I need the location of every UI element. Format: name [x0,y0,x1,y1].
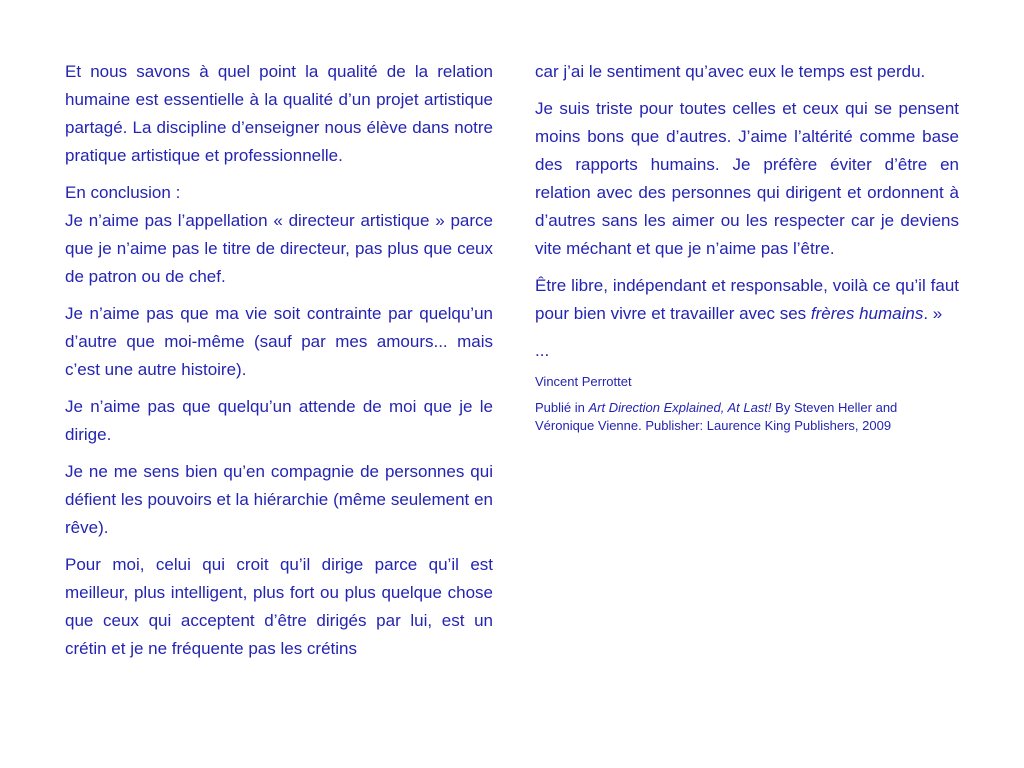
paragraph-compagnie: Je ne me sens bien qu’en compagnie de personnes qui défient les pouvoirs et la hiérarchie (même seulement en rêve). [65,462,493,537]
closing-quote: . » [923,304,943,323]
paragraph-attende-de-moi: Je n’aime pas que quelqu’un attende de moi que je le dirige. [65,397,493,444]
freres-humains-italic: frères humains [810,304,924,323]
right-column [535,58,959,435]
paragraph-vie-contrainte: Je n’aime pas que ma vie soit contrainte par quelqu’un d’autre que moi-même (sauf par mes amours... mais c’est une autre histoire). [65,304,493,379]
conclusion-heading: En conclusion : [65,183,181,202]
book-title-italic: Art Direction Explained, At Last! [588,400,772,415]
paragraph-alterite: Je suis triste pour toutes celles et ceux qui se pensent moins bons que d’autres. J’aime l’altérité comme base des rapports humains. Je préfère éviter d’être en relation avec des personnes qui dirigent et ordonnent à d’autres sans les aimer ou les respecter car je deviens vite méchant et que je n’aime pas l’être. [535,99,959,258]
paragraph-en-conclusion [65,179,493,291]
left-column [65,58,493,672]
conclusion-body: Je n’aime pas l’appellation « directeur artistique » parce que je n’aime pas le titre de directeur, pas plus que ceux de patron ou de chef. [65,211,493,286]
etre-libre-text: Être libre, indépendant et responsable, voilà ce qu’il faut pour bien vivre et travailler avec ses [535,276,959,323]
publication-prefix: Publié in [535,400,589,415]
publication-note [535,399,959,435]
ellipsis-line: ... [535,341,550,360]
paragraph-etre-libre [535,272,959,328]
paragraph-relation-humaine: Et nous savons à quel point la qualité de la relation humaine est essentielle à la qualité d’un projet artistique partagé. La discipline d’enseigner nous élève dans notre pratique artistique et professionnelle. [65,62,493,165]
author-signature: Vincent Perrottet [535,374,632,389]
paragraph-temps-perdu: car j’ai le sentiment qu’avec eux le temps est perdu. [535,62,926,81]
publication-suffix: By Steven Heller and Véronique Vienne. Publisher: Laurence King Publishers, 2009 [535,400,898,433]
paragraph-cretins: Pour moi, celui qui croit qu’il dirige parce qu’il est meilleur, plus intelligent, plus fort ou plus quelque chose que ceux qui acceptent d’être dirigés par lui, est un crétin et je ne fréquente pas les crétins [65,555,493,658]
